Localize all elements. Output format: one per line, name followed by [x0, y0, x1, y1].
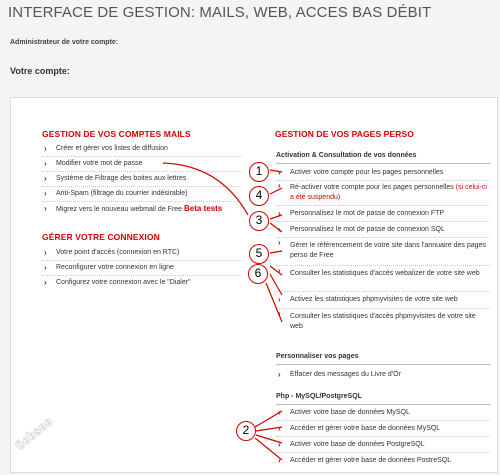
account-label: Votre compte: [10, 66, 70, 76]
annotation-4: 4 [249, 186, 269, 206]
annotation-2: 2 [236, 421, 256, 441]
list-item-filtrage[interactable] [42, 172, 242, 187]
link-password[interactable]: Modifier votre mot de passe [56, 160, 143, 167]
list-item-reconfigure[interactable] [42, 261, 242, 276]
activation-title: Activation & Consultation de vos données [276, 152, 417, 159]
link-diffusion[interactable]: Créer et gérer vos listes de diffusion [56, 145, 168, 152]
link-reconfigure[interactable]: Reconfigurer votre connexion en ligne [56, 264, 174, 271]
link-livre-dor[interactable]: Effacer des messages du Livre d'Or [290, 371, 401, 378]
link-antispam[interactable]: Anti-Spam (filtrage du courrier indésirable) [56, 190, 188, 197]
link-webmail[interactable]: Migrez vers le nouveau webmail de Free [56, 206, 183, 213]
list-item-ftp-password[interactable] [276, 206, 490, 222]
list-item-activate-perso[interactable] [276, 165, 490, 181]
link-sql-password[interactable]: Personnalisez le mot de passe de connexion SQL [290, 226, 445, 233]
list-item-postgresql-manage[interactable] [276, 453, 490, 469]
link-postgresql-activate[interactable]: Activer votre base de données PostgreSQL [290, 441, 425, 448]
link-rtc[interactable]: Votre point d'accès (connexion en RTC) [56, 249, 180, 256]
activation-list [276, 165, 490, 335]
page-title: INTERFACE DE GESTION: MAILS, WEB, ACCES BAS DÉBIT [8, 4, 432, 21]
list-item-antispam[interactable] [42, 187, 242, 202]
link-filtrage[interactable]: Système de Filtrage des boites aux lettres [56, 175, 187, 182]
list-item-rtc[interactable] [42, 246, 242, 261]
list-item-livre-dor[interactable] [276, 367, 490, 383]
list-item-phpmyvisites-consult[interactable] [276, 309, 490, 335]
list-item-phpmyvisites-activate[interactable] [276, 292, 490, 309]
list-item-webmail[interactable] [42, 202, 242, 217]
watermark-text: Sebsoo [12, 412, 56, 453]
beta-badge: Beta tests [184, 204, 223, 213]
suspended-note: (si celui-ci a été suspendu) [290, 184, 487, 201]
link-mysql-manage[interactable]: Accéder et gérer votre base de données MySQL [290, 425, 441, 432]
perso-section-title: GESTION DE VOS PAGES PERSO [275, 129, 414, 139]
list-item-postgresql-activate[interactable] [276, 437, 490, 453]
list-item-mysql-manage[interactable] [276, 421, 490, 437]
list-item-password[interactable] [42, 157, 242, 172]
link-ftp-password[interactable]: Personnalisez le mot de passe de connexion FTP [290, 210, 445, 217]
admin-label: Administrateur de votre compte: [10, 39, 119, 46]
link-webalizer[interactable]: Consulter les statistiques d'accès webalizer de votre site web [290, 270, 480, 277]
annotation-1: 1 [249, 162, 269, 182]
list-item-referencement[interactable] [276, 238, 490, 266]
list-item-reactivate-perso[interactable] [276, 181, 490, 206]
pages-title: Personnaliser vos pages [276, 353, 359, 360]
mail-list [42, 142, 242, 217]
annotation-6: 6 [248, 264, 268, 284]
annotation-5: 5 [249, 244, 269, 264]
link-reactivate-perso[interactable]: Ré-activer votre compte pour les pages personnelles [290, 184, 454, 191]
php-title: Php - MySQL/PostgreSQL [276, 393, 362, 400]
list-item-webalizer[interactable] [276, 266, 490, 292]
link-dialer[interactable]: Configurez votre connexion avec le "Dialer" [56, 279, 191, 286]
php-list [276, 405, 490, 469]
list-item-diffusion[interactable] [42, 142, 242, 157]
link-postgresql-manage[interactable]: Accéder et gérer votre base de données PostreSQL [290, 457, 452, 464]
list-item-mysql-activate[interactable] [276, 405, 490, 421]
link-phpmyvisites-consult[interactable]: Consulter les statistiques d'accès phpmyvisites de votre site web [290, 313, 476, 330]
link-mysql-activate[interactable]: Activer votre base de données MySQL [290, 409, 410, 416]
link-referencement[interactable]: Gérer le référencement de votre site dans l'annuaire des pages perso de Free [290, 242, 486, 259]
annotation-3: 3 [249, 211, 269, 231]
pages-list [276, 367, 490, 383]
link-activate-perso[interactable]: Activer votre compte pour les pages personnelles [290, 169, 444, 176]
link-phpmyvisites-activate[interactable]: Activez les statistiques phpmyvisites de votre site web [290, 296, 458, 303]
list-item-dialer[interactable] [42, 276, 242, 291]
pages-divider [276, 364, 490, 365]
mail-section-title: GESTION DE VOS COMPTES MAILS [42, 129, 191, 139]
list-item-sql-password[interactable] [276, 222, 490, 238]
activation-divider [276, 163, 490, 164]
connexion-section-title: GÉRER VOTRE CONNEXION [42, 232, 160, 242]
connexion-list [42, 246, 242, 291]
